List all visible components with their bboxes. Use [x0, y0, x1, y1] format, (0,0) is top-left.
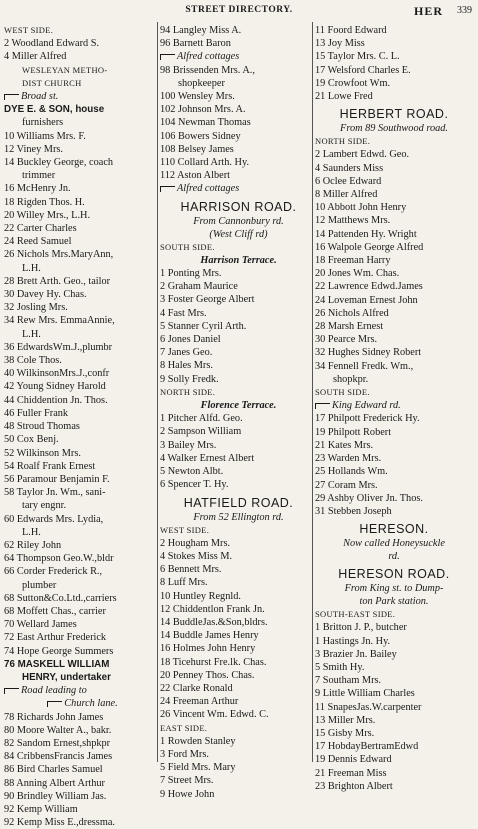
- directory-entry: 14 Buddle James Henry: [160, 630, 259, 642]
- bracket-mark: [315, 403, 330, 409]
- directory-entry: 64 Thompson Geo.W.,bldr: [4, 553, 114, 565]
- road-heading: HARRISON ROAD.: [180, 199, 297, 214]
- cross-street-label: Road leading to: [21, 685, 87, 697]
- directory-entry: 16 Holmes John Henry: [160, 643, 256, 655]
- directory-entry: 18 Ticehurst Fre.lk. Chas.: [160, 656, 267, 668]
- directory-entry: 19 Philpott Robert: [315, 426, 392, 438]
- page-number: 339: [457, 5, 472, 16]
- directory-entry: 1 Hastings Jn. Hy.: [315, 635, 391, 647]
- road-subtitle: Now called Honeysuckle: [343, 538, 445, 550]
- directory-entry: 32 Josling Mrs.: [4, 302, 68, 314]
- road-heading: HATFIELD ROAD.: [183, 495, 294, 510]
- cross-street-label: Church lane.: [64, 698, 118, 710]
- directory-entry: 80 Moore Walter A., bakr.: [4, 724, 112, 736]
- directory-entry: 17 HobdayBertramEdwd: [315, 741, 419, 753]
- directory-entry: 24 Reed Samuel: [4, 236, 72, 248]
- directory-entry: 25 Hollands Wm.: [315, 466, 388, 478]
- directory-entry: 46 Fuller Frank: [4, 407, 69, 419]
- directory-entry: 4 Miller Alfred: [4, 51, 67, 63]
- directory-entry: HENRY, undertaker: [22, 671, 111, 683]
- directory-entry: 56 Paramour Benjamin F.: [4, 473, 110, 485]
- directory-entry: 31 Stebben Joseph: [315, 505, 392, 517]
- header-title: STREET DIRECTORY.: [185, 5, 293, 15]
- road-subtitle: (West Cliff rd): [209, 228, 268, 240]
- directory-entry: 11 SnapesJas.W.carpenter: [315, 701, 422, 713]
- directory-entry: 1 Britton J. P., butcher: [315, 622, 407, 634]
- directory-entry: 8 Hales Mrs.: [160, 360, 213, 372]
- directory-entry: 110 Collard Arth. Hy.: [160, 157, 250, 169]
- directory-entry: 1 Rowden Stanley: [160, 735, 236, 747]
- directory-entry: 7 Street Mrs.: [160, 775, 214, 787]
- directory-entry: 12 Matthews Mrs.: [315, 215, 391, 227]
- directory-entry: 6 Bennett Mrs.: [160, 564, 222, 576]
- directory-entry: 70 Wellard James: [4, 619, 77, 631]
- cross-street: [160, 182, 317, 195]
- directory-entry: 10 Williams Mrs. F.: [4, 130, 86, 142]
- bracket-mark: [47, 701, 62, 707]
- directory-entry: 42 Young Sidney Harold: [4, 381, 106, 393]
- directory-entry: 24 Freeman Arthur: [160, 696, 239, 708]
- side-heading: DIST CHURCH: [22, 77, 82, 88]
- directory-entry: 90 Brindley William Jas.: [4, 790, 107, 802]
- directory-entry: 14 BuddleJas.&Son,bldrs.: [160, 616, 268, 628]
- directory-entry: 30 Davey Hy. Chas.: [4, 289, 87, 301]
- side-heading: SOUTH SIDE.: [160, 241, 215, 252]
- directory-entry: 5 Newton Albt.: [160, 466, 224, 478]
- directory-entry: 16 McHenry Jn.: [4, 183, 71, 195]
- directory-entry: 5 Field Mrs. Mary: [160, 762, 236, 774]
- directory-entry: 94 Langley Miss A.: [160, 25, 242, 36]
- column-3: [315, 24, 473, 793]
- directory-entry: 26 Vincent Wm. Edwd. C.: [160, 709, 269, 721]
- directory-entry: 40 WilkinsonMrs.J.,confr: [4, 368, 110, 380]
- directory-entry: 15 Taylor Mrs. C. L.: [315, 51, 400, 63]
- directory-entry: 13 Miller Mrs.: [315, 714, 376, 726]
- directory-entry: 112 Aston Albert: [160, 170, 230, 182]
- directory-entry: 11 Foord Edward: [315, 25, 387, 36]
- directory-entry: 50 Cox Benj.: [4, 434, 59, 446]
- directory-entry: 16 Walpole George Alfred: [315, 241, 424, 253]
- bracket-mark: [4, 94, 19, 100]
- directory-entry: trimmer: [22, 170, 56, 182]
- directory-entry: furnishers: [22, 117, 64, 129]
- directory-entry: 78 Richards John James: [4, 711, 104, 723]
- directory-entry: 7 Janes Geo.: [160, 347, 213, 359]
- directory-entry: shopkpr.: [333, 373, 369, 385]
- directory-entry: 22 Clarke Ronald: [160, 682, 233, 694]
- directory-entry: L.H.: [22, 328, 41, 340]
- directory-entry: 96 Barnett Baron: [160, 38, 231, 50]
- directory-entry: 4 Saunders Miss: [315, 162, 384, 174]
- road-heading: HERBERT ROAD.: [339, 107, 449, 122]
- bracket-mark: [160, 54, 175, 60]
- directory-entry: 2 Sampson William: [160, 426, 242, 438]
- directory-entry: 92 Kemp Miss E.,dressma.: [4, 817, 115, 829]
- directory-entry: 1 Ponting Mrs.: [160, 268, 222, 280]
- side-heading: SOUTH-EAST SIDE.: [315, 609, 396, 620]
- directory-entry: 8 Miller Alfred: [315, 189, 378, 201]
- road-subtitle: From King st. to Dump-: [344, 583, 444, 595]
- road-subtitle: From Cannonbury rd.: [193, 215, 284, 227]
- cross-street: [4, 697, 161, 710]
- directory-entry: 58 Taylor Jn. Wm., sani-: [4, 487, 106, 499]
- directory-entry: 15 Gisby Mrs.: [315, 727, 375, 739]
- directory-entry: 4 Stokes Miss M.: [160, 550, 233, 562]
- directory-entry: 24 Loveman Ernest John: [315, 294, 418, 306]
- directory-entry: 6 Jones Daniel: [160, 334, 221, 346]
- directory-entry: 2 Hougham Mrs.: [160, 537, 231, 549]
- cross-street: [160, 50, 317, 63]
- directory-entry: 106 Bowers Sidney: [160, 130, 241, 142]
- directory-entry: 10 Huntley Regnld.: [160, 590, 241, 602]
- directory-entry: 52 Wilkinson Mrs.: [4, 447, 81, 459]
- directory-entry: 54 Roalf Frank Ernest: [4, 460, 96, 472]
- directory-entry: 36 EdwardsWm.J.,plumbr: [4, 341, 113, 353]
- directory-entry: plumber: [22, 579, 57, 591]
- directory-entry: 3 Ford Mrs.: [160, 748, 209, 760]
- directory-entry: 22 Lawrence Edwd.James: [315, 281, 423, 293]
- directory-entry: 88 Anning Albert Arthur: [4, 777, 105, 789]
- directory-entry: 102 Johnson Mrs. A.: [160, 104, 246, 116]
- directory-entry: 29 Ashby Oliver Jn. Thos.: [315, 492, 423, 504]
- directory-entry: 18 Rigden Thos. H.: [4, 196, 85, 208]
- side-heading: WEST SIDE.: [4, 25, 54, 35]
- page-header: [0, 4, 478, 18]
- directory-entry: 3 Bailey Mrs.: [160, 439, 217, 451]
- directory-entry: 2 Lambert Edwd. Geo.: [315, 149, 410, 161]
- directory-entry: 12 Chiddentlon Frank Jn.: [160, 603, 265, 615]
- road-subtitle: ton Park station.: [359, 596, 429, 608]
- directory-entry: 60 Edwards Mrs. Lydia,: [4, 513, 104, 525]
- directory-entry: 3 Foster George Albert: [160, 294, 255, 306]
- terrace-heading: Florence Terrace.: [200, 400, 277, 412]
- directory-entry: 21 Lowe Fred: [315, 91, 373, 103]
- directory-entry: 17 Welsford Charles E.: [315, 64, 411, 76]
- directory-entry: 5 Smith Hy.: [315, 661, 365, 673]
- bracket-mark: [4, 688, 19, 694]
- directory-entry: 12 Viney Mrs.: [4, 143, 63, 155]
- directory-entry: 18 Freeman Harry: [315, 255, 391, 267]
- side-heading: EAST SIDE.: [160, 722, 208, 733]
- directory-entry: 23 Warden Mrs.: [315, 453, 382, 465]
- directory-entry: 9 Howe John: [160, 788, 215, 800]
- directory-entry: 21 Kates Mrs.: [315, 439, 374, 451]
- side-heading: NORTH SIDE.: [315, 136, 371, 147]
- directory-entry: 20 Jones Wm. Chas.: [315, 268, 400, 280]
- directory-entry: 26 Nichols Mrs.MaryAnn,: [4, 249, 114, 261]
- directory-entry: 72 East Arthur Frederick: [4, 632, 107, 644]
- column-1: [4, 24, 161, 829]
- directory-entry: 44 Chiddention Jn. Thos.: [4, 394, 108, 406]
- directory-entry: 108 Belsey James: [160, 143, 234, 155]
- side-heading: SOUTH SIDE.: [315, 387, 370, 398]
- directory-entry: 62 Riley John: [4, 539, 62, 551]
- directory-entry: 23 Brighton Albert: [315, 780, 393, 792]
- directory-entry: 82 Sandom Ernest,shpkpr: [4, 737, 111, 749]
- directory-entry: 32 Hughes Sidney Robert: [315, 347, 422, 359]
- directory-entry: 14 Buckley George, coach: [4, 157, 114, 169]
- directory-entry: 28 Brett Arth. Geo., tailor: [4, 275, 111, 287]
- directory-entry: 68 Sutton&Co.Ltd.,carriers: [4, 592, 117, 604]
- directory-entry: 1 Pitcher Alfd. Geo.: [160, 413, 243, 425]
- directory-entry: 30 Pearce Mrs.: [315, 334, 378, 346]
- directory-entry: 28 Marsh Ernest: [315, 321, 384, 333]
- directory-entry: 100 Wensley Mrs.: [160, 91, 235, 103]
- directory-entry: 6 Oclee Edward: [315, 175, 382, 187]
- directory-entry: 9 Little William Charles: [315, 688, 415, 700]
- cross-street-label: Alfred cottages: [177, 183, 240, 195]
- road-subtitle: From 52 Ellington rd.: [193, 511, 284, 523]
- directory-entry: tary engnr.: [22, 500, 67, 512]
- directory-entry: 19 Crowfoot Wm.: [315, 77, 391, 89]
- directory-entry: 7 Southam Mrs.: [315, 675, 382, 687]
- directory-entry: 21 Freeman Miss: [315, 767, 387, 779]
- cross-street: [4, 684, 161, 697]
- directory-entry: 2 Graham Maurice: [160, 281, 238, 293]
- directory-entry: L.H.: [22, 262, 41, 274]
- cross-street-label: King Edward rd.: [332, 400, 401, 412]
- road-heading: HERESON.: [359, 522, 429, 537]
- directory-entry: 19 Dennis Edward: [315, 754, 392, 766]
- directory-entry: 10 Abbott John Henry: [315, 202, 407, 214]
- directory-entry: 84 CribbensFrancis James: [4, 751, 113, 763]
- directory-entry: 13 Joy Miss: [315, 38, 365, 50]
- directory-entry: 6 Spencer T. Hy.: [160, 479, 229, 491]
- cross-street-label: Broad st.: [21, 91, 59, 103]
- terrace-heading: Harrison Terrace.: [200, 254, 277, 266]
- directory-entry: 3 Brazier Jn. Bailey: [315, 648, 397, 660]
- directory-entry: 76 MASKELL WILLIAM: [4, 658, 110, 670]
- directory-entry: shopkeeper: [178, 77, 225, 89]
- directory-entry: 17 Philpott Frederick Hy.: [315, 413, 420, 425]
- side-heading: WEST SIDE.: [160, 524, 210, 535]
- road-heading: HERESON ROAD.: [338, 567, 450, 582]
- directory-entry: 48 Stroud Thomas: [4, 421, 80, 433]
- directory-entry: 22 Carter Charles: [4, 223, 77, 235]
- directory-entry: 2 Woodland Edward S.: [4, 38, 100, 50]
- cross-street: [4, 90, 161, 103]
- road-subtitle: From 89 Southwood road.: [340, 123, 448, 135]
- directory-entry: 66 Corder Frederick R.,: [4, 566, 103, 578]
- directory-entry: L.H.: [22, 526, 41, 538]
- road-subtitle: rd.: [388, 551, 400, 563]
- directory-entry: 68 Moffett Chas., carrier: [4, 605, 106, 617]
- directory-entry: 74 Hope George Summers: [4, 645, 114, 657]
- directory-entry: 8 Luff Mrs.: [160, 577, 208, 589]
- directory-entry: 26 Nichols Alfred: [315, 307, 389, 319]
- directory-entry: 34 Fennell Fredk. Wm.,: [315, 360, 414, 372]
- bracket-mark: [160, 186, 175, 192]
- directory-entry: 92 Kemp William: [4, 803, 78, 815]
- side-heading: NORTH SIDE.: [160, 386, 216, 397]
- cross-street: [315, 399, 473, 412]
- header-guide-word: HER: [413, 4, 443, 18]
- directory-entry: DYE E. & SON, house: [4, 104, 105, 116]
- cross-street-label: Alfred cottages: [177, 51, 240, 63]
- directory-entry: 5 Stanner Cyril Arth.: [160, 320, 247, 332]
- directory-entry: 86 Bird Charles Samuel: [4, 764, 103, 776]
- directory-entry: 4 Fast Mrs.: [160, 307, 207, 319]
- directory-entry: 34 Rew Mrs. EmmaAnnie,: [4, 315, 115, 327]
- directory-entry: 20 Willey Mrs., L.H.: [4, 209, 91, 221]
- directory-entry: 9 Solly Fredk.: [160, 373, 219, 385]
- directory-entry: 98 Brissenden Mrs. A.,: [160, 64, 255, 76]
- directory-entry: 38 Cole Thos.: [4, 355, 62, 367]
- column-2: [160, 24, 317, 801]
- directory-entry: 20 Penney Thos. Chas.: [160, 669, 255, 681]
- directory-entry: 104 Newman Thomas: [160, 117, 251, 129]
- directory-entry: 14 Pattenden Hy. Wright: [315, 228, 417, 240]
- directory-entry: 27 Coram Mrs.: [315, 479, 378, 491]
- side-heading: WESLEYAN METHO-: [22, 64, 108, 75]
- directory-entry: 4 Walker Ernest Albert: [160, 452, 255, 464]
